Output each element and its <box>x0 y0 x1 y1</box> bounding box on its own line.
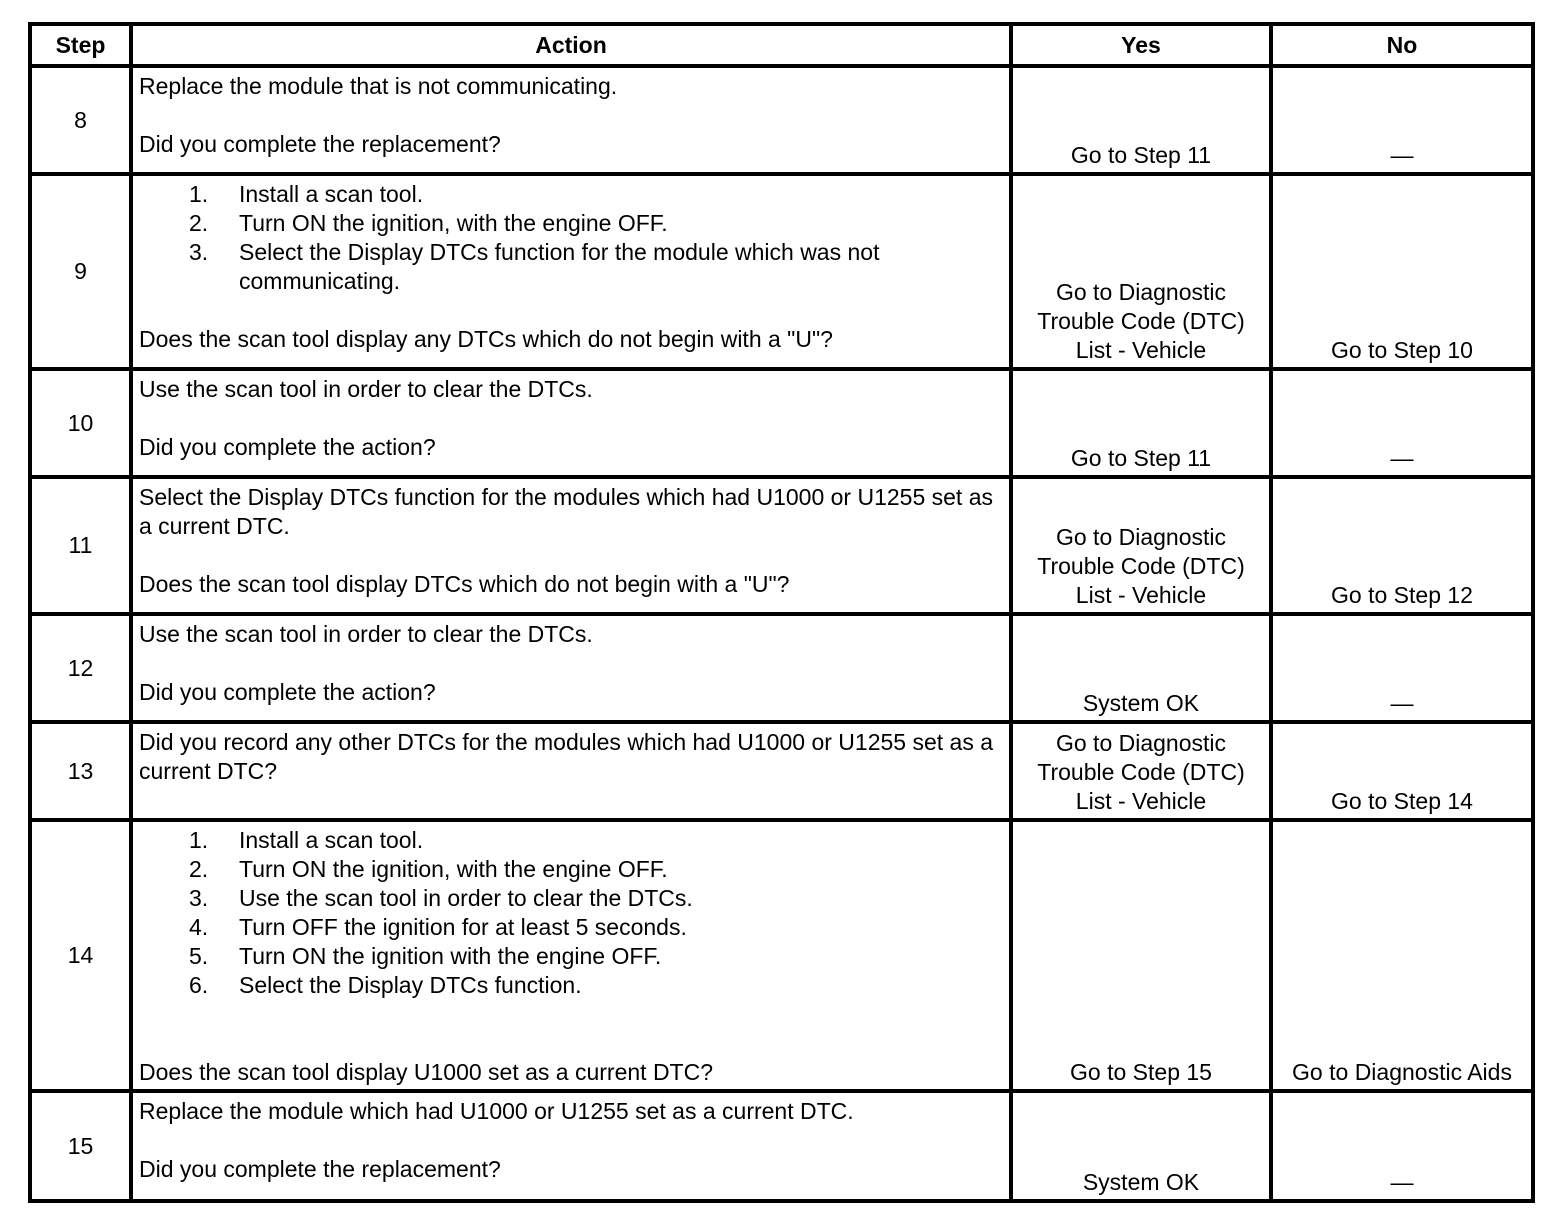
action-cell <box>131 614 1011 722</box>
action-step-item <box>139 884 1003 913</box>
no-outcome: Go to Step 12 <box>1271 477 1533 614</box>
action-question: Did you complete the replacement? <box>139 131 501 157</box>
action-step-item <box>139 942 1003 971</box>
action-step-item <box>139 855 1003 884</box>
no-outcome: Go to Step 14 <box>1271 722 1533 820</box>
step-item-number: 3. <box>189 885 209 911</box>
no-outcome: — <box>1271 369 1533 477</box>
action-step-item <box>139 180 1003 209</box>
action-step-item <box>139 971 1003 1000</box>
yes-outcome: Go to Diagnostic Trouble Code (DTC) List - Vehicle <box>1011 174 1271 369</box>
no-outcome: Go to Diagnostic Aids <box>1271 820 1533 1091</box>
step-item-number: 2. <box>189 210 209 236</box>
diagnostic-table <box>28 22 1535 1203</box>
action-instruction: Use the scan tool in order to clear the DTCs. <box>139 376 593 402</box>
yes-outcome: Go to Step 11 <box>1011 369 1271 477</box>
action-step-item <box>139 913 1003 942</box>
action-question: Does the scan tool display any DTCs which do not begin with a "U"? <box>139 326 833 352</box>
no-outcome: — <box>1271 1091 1533 1201</box>
action-instruction: Use the scan tool in order to clear the DTCs. <box>139 621 593 647</box>
step-number: 12 <box>30 614 131 722</box>
action-steps-list <box>139 826 1003 1000</box>
action-cell <box>131 66 1011 174</box>
table-row <box>30 614 1533 722</box>
step-number: 8 <box>30 66 131 174</box>
action-step-item <box>139 826 1003 855</box>
yes-outcome: Go to Step 11 <box>1011 66 1271 174</box>
table-row <box>30 1091 1533 1201</box>
step-item-number: 2. <box>189 856 209 882</box>
table-row <box>30 174 1533 369</box>
table-body <box>30 66 1533 1201</box>
step-item-number: 6. <box>189 972 209 998</box>
header-action: Action <box>131 24 1011 66</box>
table-row <box>30 66 1533 174</box>
action-instruction: Replace the module which had U1000 or U1255 set as a current DTC. <box>139 1098 854 1124</box>
step-item-number: 1. <box>189 181 209 207</box>
action-question: Did you complete the action? <box>139 434 436 460</box>
step-number: 11 <box>30 477 131 614</box>
action-cell <box>131 820 1011 1091</box>
step-item-text: Turn ON the ignition with the engine OFF. <box>239 943 662 969</box>
step-item-number: 1. <box>189 827 209 853</box>
action-steps-list <box>139 180 1003 296</box>
action-cell <box>131 477 1011 614</box>
action-question: Did you complete the action? <box>139 679 436 705</box>
step-number: 13 <box>30 722 131 820</box>
step-item-text: Use the scan tool in order to clear the DTCs. <box>239 885 693 911</box>
action-step-item <box>139 209 1003 238</box>
no-outcome: — <box>1271 614 1533 722</box>
yes-outcome: Go to Step 15 <box>1011 820 1271 1091</box>
action-step-item <box>139 238 1003 296</box>
step-item-text: Select the Display DTCs function. <box>239 972 582 998</box>
action-instruction: Select the Display DTCs function for the modules which had U1000 or U1255 set as a current DTC. <box>139 484 993 539</box>
step-number: 9 <box>30 174 131 369</box>
yes-outcome: System OK <box>1011 614 1271 722</box>
no-outcome: Go to Step 10 <box>1271 174 1533 369</box>
yes-outcome: Go to Diagnostic Trouble Code (DTC) List - Vehicle <box>1011 477 1271 614</box>
action-cell <box>131 174 1011 369</box>
header-no: No <box>1271 24 1533 66</box>
action-question: Did you complete the replacement? <box>139 1156 501 1182</box>
table-row <box>30 722 1533 820</box>
header-row <box>30 24 1533 66</box>
table-row <box>30 477 1533 614</box>
yes-outcome: Go to Diagnostic Trouble Code (DTC) List - Vehicle <box>1011 722 1271 820</box>
yes-outcome: System OK <box>1011 1091 1271 1201</box>
action-cell <box>131 1091 1011 1201</box>
action-question: Does the scan tool display U1000 set as a current DTC? <box>139 1059 714 1085</box>
step-item-number: 4. <box>189 914 209 940</box>
step-item-text: Turn ON the ignition, with the engine OFF. <box>239 210 668 236</box>
step-item-number: 5. <box>189 943 209 969</box>
step-number: 14 <box>30 820 131 1091</box>
step-item-text: Turn ON the ignition, with the engine OFF. <box>239 856 668 882</box>
step-number: 10 <box>30 369 131 477</box>
action-question: Does the scan tool display DTCs which do not begin with a "U"? <box>139 571 790 597</box>
step-item-text: Install a scan tool. <box>239 827 424 853</box>
header-yes: Yes <box>1011 24 1271 66</box>
step-number: 15 <box>30 1091 131 1201</box>
step-item-text: Turn OFF the ignition for at least 5 seconds. <box>239 914 687 940</box>
table-row <box>30 820 1533 1091</box>
no-outcome: — <box>1271 66 1533 174</box>
step-item-number: 3. <box>189 239 209 265</box>
action-cell <box>131 722 1011 820</box>
header-step: Step <box>30 24 131 66</box>
table-row <box>30 369 1533 477</box>
action-cell <box>131 369 1011 477</box>
step-item-text: Select the Display DTCs function for the module which was not communicating. <box>239 239 880 294</box>
step-item-text: Install a scan tool. <box>239 181 424 207</box>
action-instruction: Did you record any other DTCs for the modules which had U1000 or U1255 set as a current DTC? <box>139 729 993 784</box>
action-instruction: Replace the module that is not communicating. <box>139 73 618 99</box>
